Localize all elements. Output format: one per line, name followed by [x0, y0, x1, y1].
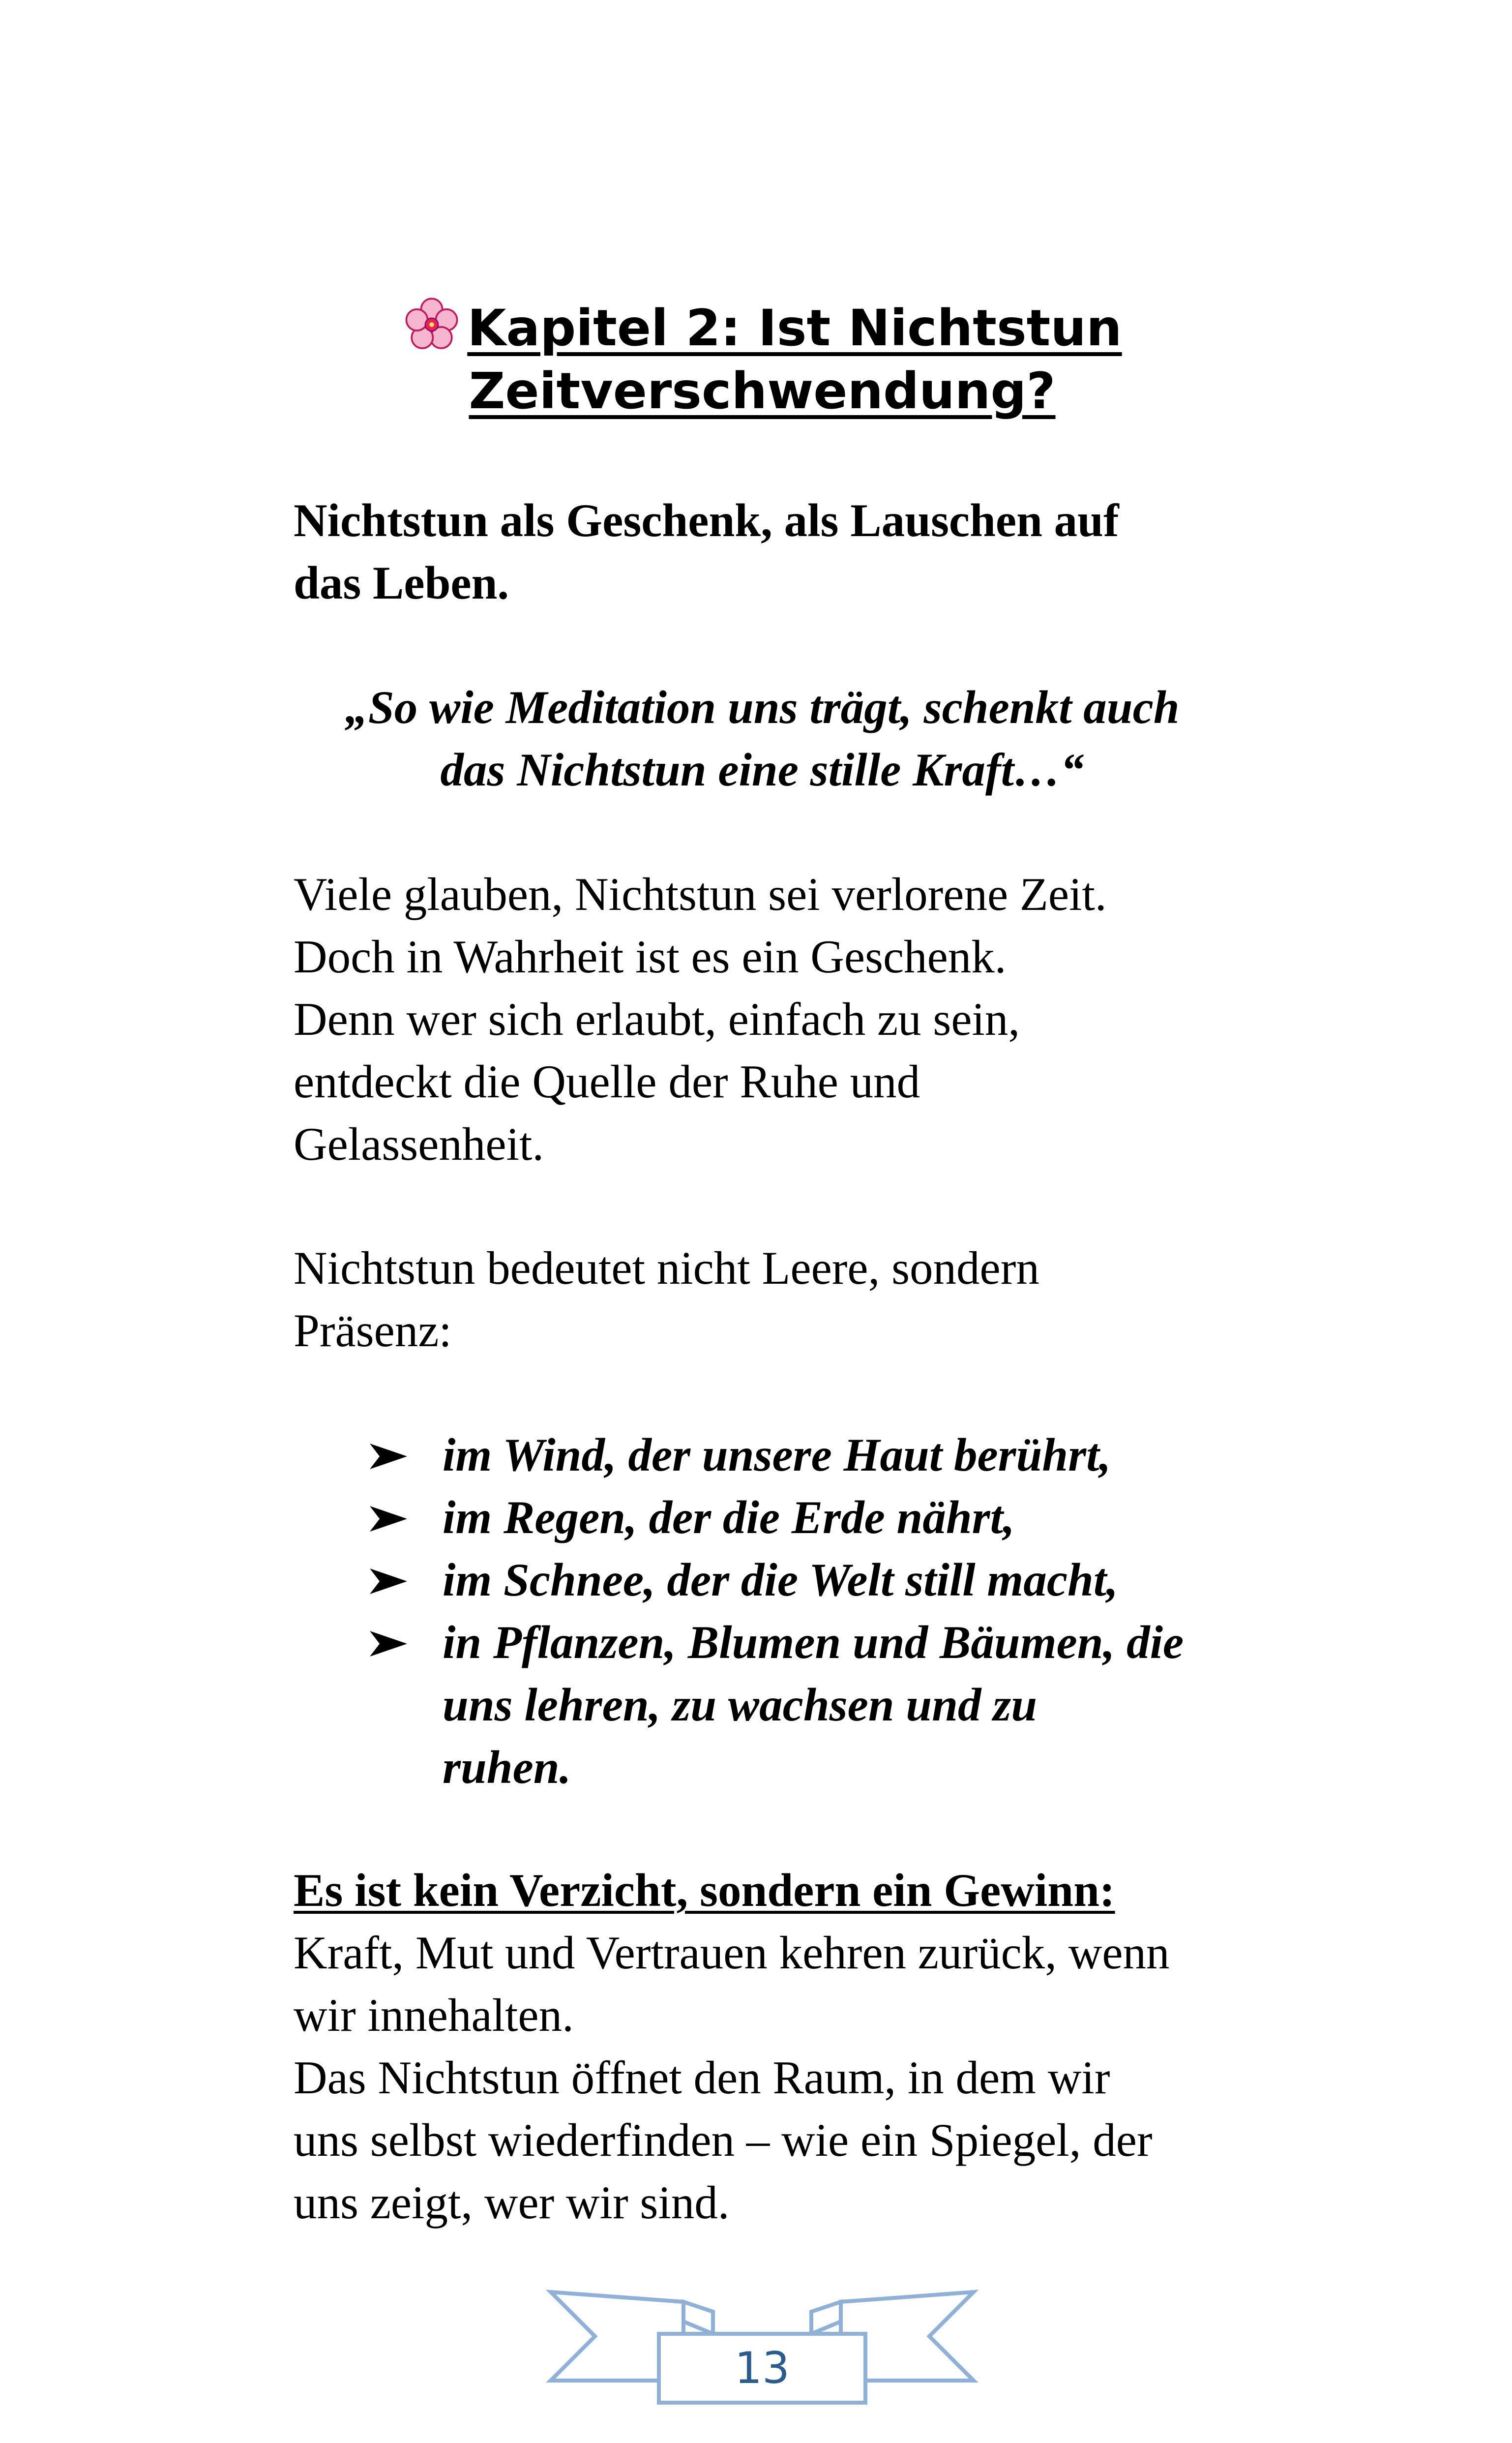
subtitle-line: Nichtstun als Geschenk, als Lauschen auf — [294, 494, 1119, 546]
list-item-line: uns lehren, zu wachsen und zu — [443, 1679, 1038, 1731]
page-number: 13 — [735, 2343, 790, 2393]
paragraph-line: Gelassenheit. — [294, 1118, 544, 1170]
arrowhead-bullet-icon — [364, 1549, 413, 1611]
list-item — [364, 1611, 1249, 1799]
paragraph-line: uns selbst wiederfinden – wie ein Spiegel, der — [294, 2114, 1153, 2166]
paragraph-presence — [294, 1237, 1252, 1362]
paragraph-intro — [294, 863, 1252, 1176]
paragraph-line: Denn wer sich erlaubt, einfach zu sein, — [294, 993, 1020, 1045]
subtitle-line: das Leben. — [294, 557, 509, 609]
paragraph-line: entdeckt die Quelle der Ruhe und — [294, 1056, 920, 1108]
list-item-line: ruhen. — [443, 1741, 571, 1793]
quote-line: „So wie Meditation uns trägt, schenkt auch — [345, 681, 1180, 733]
chapter-title-line-1 — [295, 295, 1229, 360]
arrowhead-bullet-icon — [364, 1424, 413, 1486]
chapter-title — [295, 295, 1229, 423]
list-item — [364, 1424, 1249, 1486]
list-item — [364, 1549, 1249, 1611]
chapter-title-text-1: Kapitel 2: Ist Nichtstun — [467, 299, 1122, 358]
paragraph-line: Kraft, Mut und Vertrauen kehren zurück, wenn — [294, 1927, 1170, 1979]
arrowhead-bullet-icon — [364, 1486, 413, 1549]
arrowhead-bullet-icon — [364, 1611, 413, 1674]
gain-heading: Es ist kein Verzicht, sondern ein Gewinn: — [294, 1864, 1115, 1916]
list-item — [364, 1486, 1249, 1549]
paragraph-line: Viele glauben, Nichtstun sei verlorene Zeit. — [294, 868, 1107, 920]
chapter-title-line-2: Zeitverschwendung? — [469, 362, 1056, 421]
paragraph-gain — [294, 1922, 1252, 2234]
presence-list — [364, 1424, 1249, 1799]
list-item-line: im Wind, der unsere Haut berührt, — [443, 1429, 1111, 1481]
cherry-blossom-icon — [402, 295, 461, 354]
paragraph-line: Nichtstun bedeutet nicht Leere, sondern — [294, 1242, 1039, 1294]
list-item-line: in Pflanzen, Blumen und Bäumen, die — [443, 1616, 1184, 1668]
quote — [285, 676, 1239, 801]
list-item-line: im Schnee, der die Welt still macht, — [443, 1554, 1118, 1606]
subtitle — [294, 489, 1252, 614]
paragraph-line: Das Nichtstun öffnet den Raum, in dem wir — [294, 2051, 1110, 2104]
paragraph-line: Präsenz: — [294, 1304, 452, 1357]
paragraph-line: wir innehalten. — [294, 1989, 574, 2041]
paragraph-line: uns zeigt, wer wir sind. — [294, 2176, 730, 2229]
paragraph-line: Doch in Wahrheit ist es ein Geschenk. — [294, 931, 1007, 983]
quote-line: das Nichtstun eine stille Kraft…“ — [440, 744, 1084, 796]
list-item-line: im Regen, der die Erde nährt, — [443, 1491, 1015, 1543]
